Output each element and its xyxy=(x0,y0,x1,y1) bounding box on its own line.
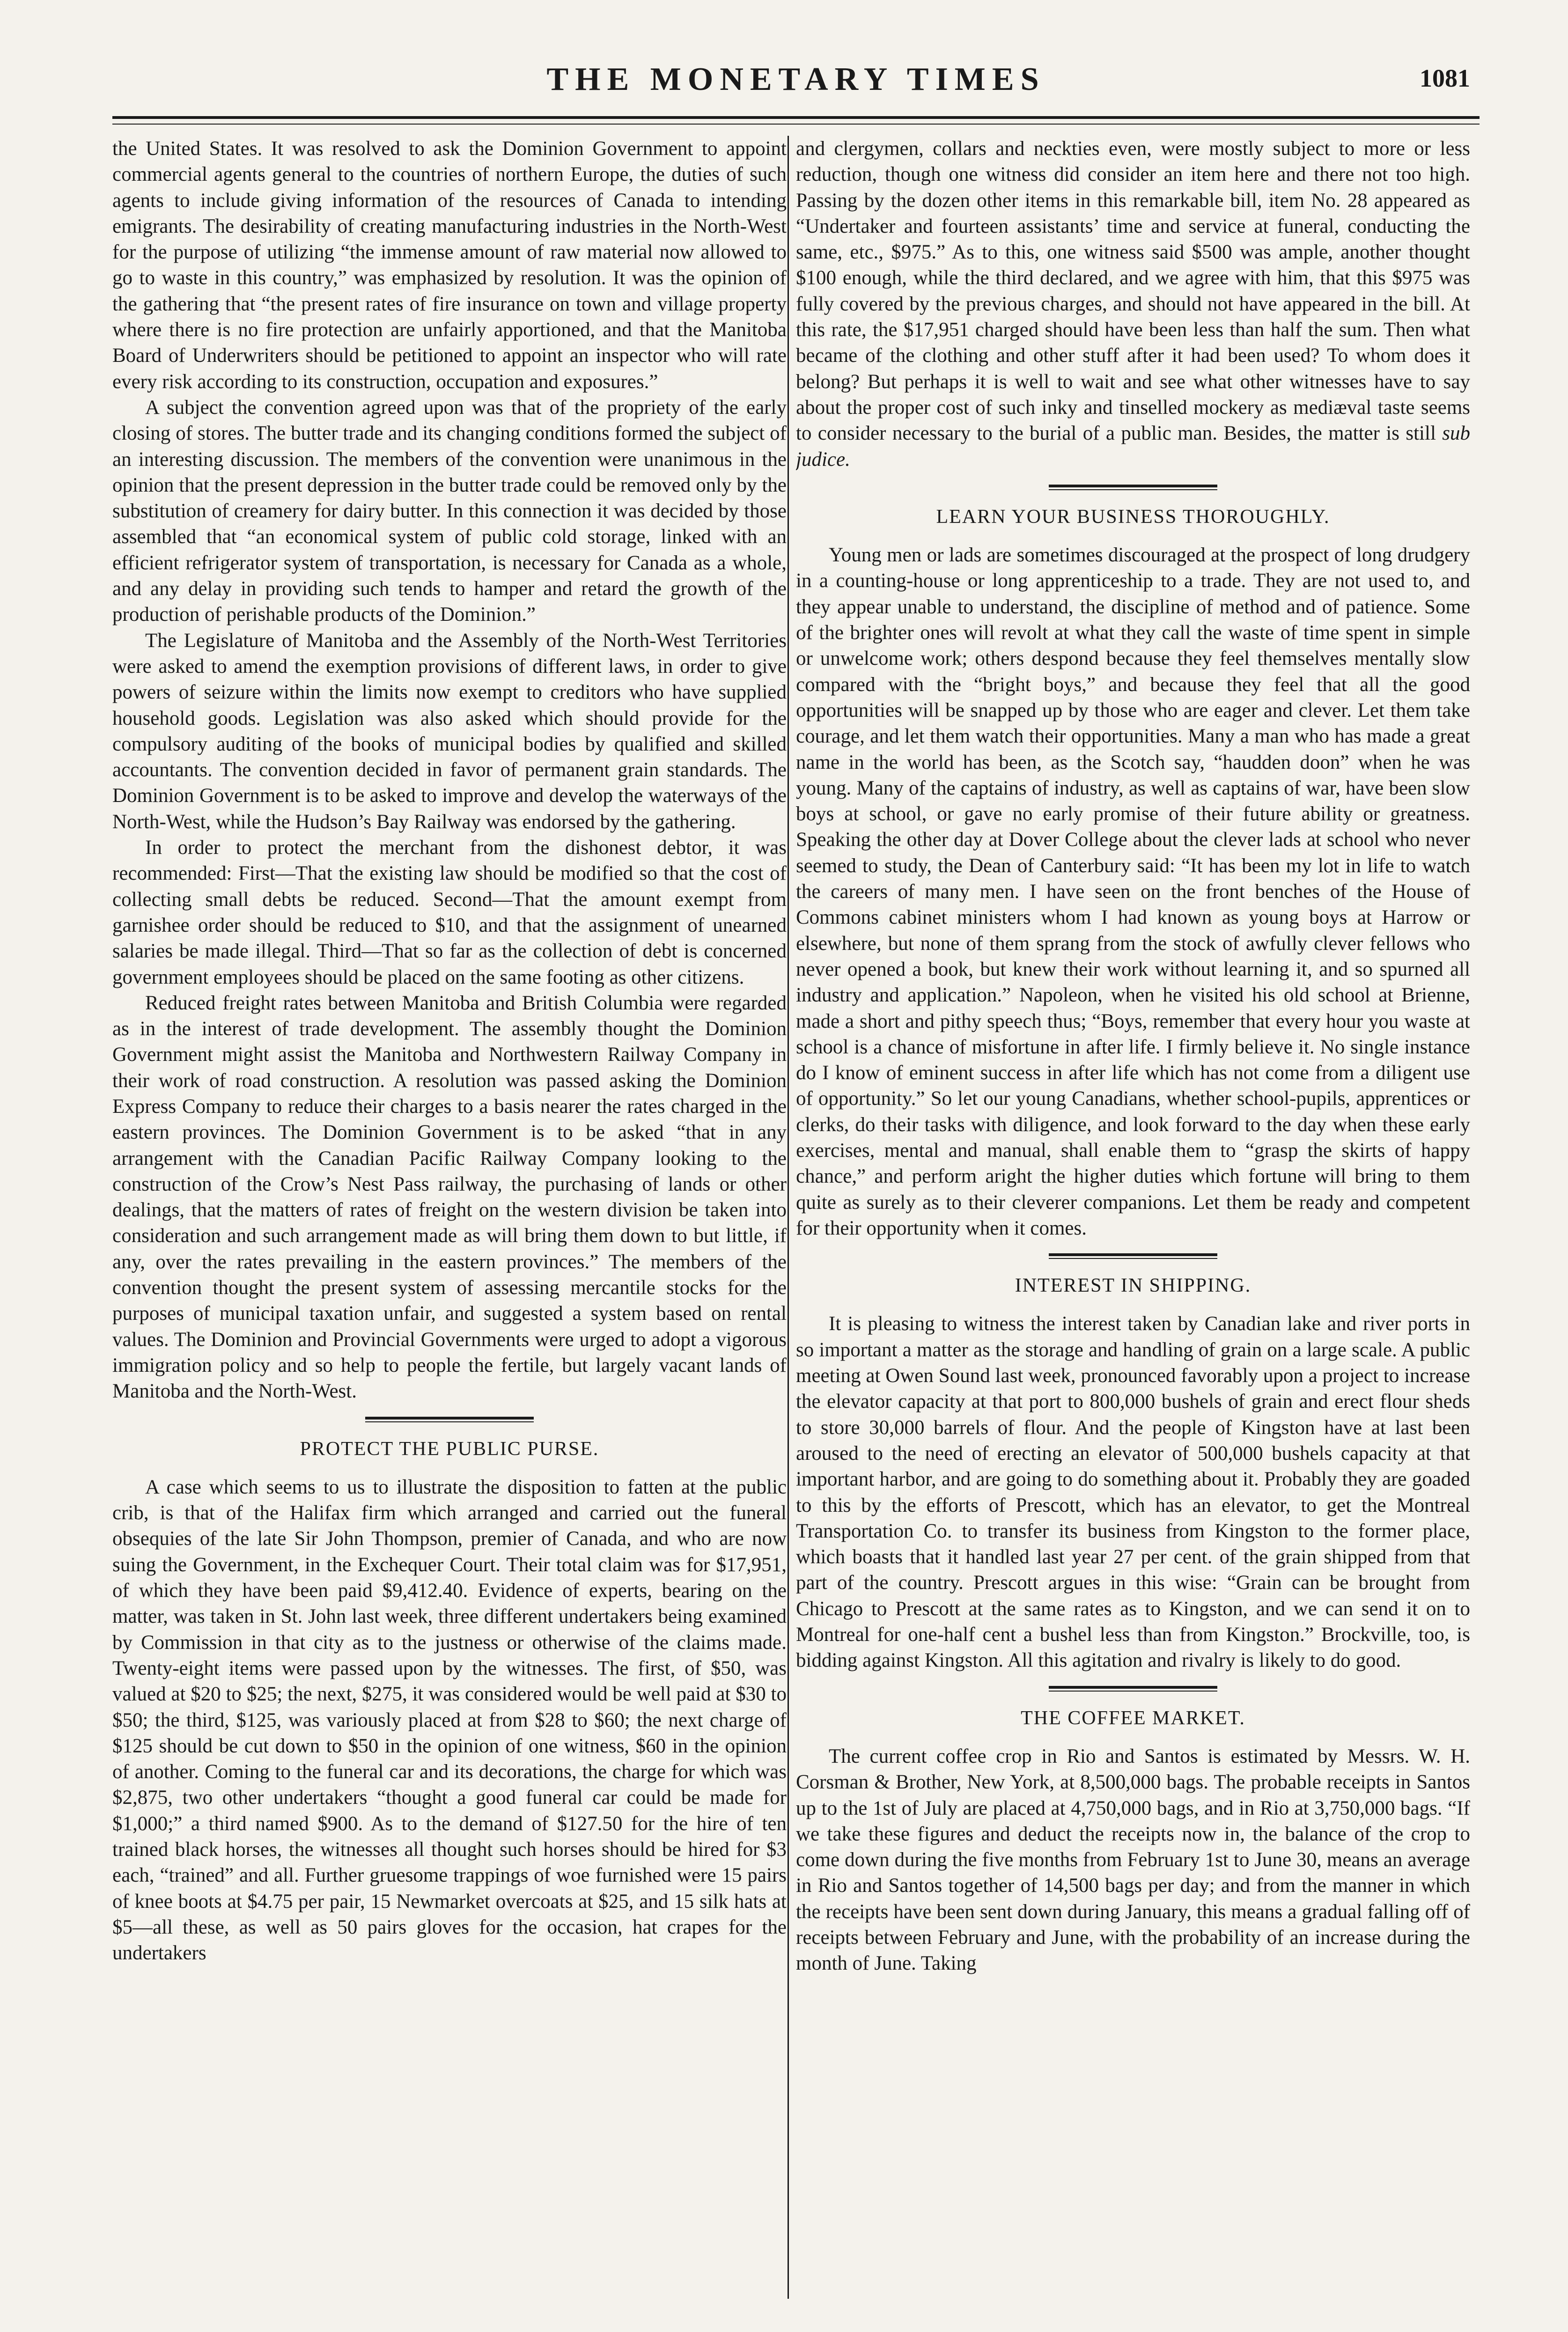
article-paragraph: Young men or lads are sometimes discouraged at the prospect of long drudgery in a counting-house or long apprenticeship to a trade. They are not used to, and they appear unable to understand, the discipline of method and of patience. Some of the brighter ones will revolt at what they call the waste of time spent in simple or unwelcome work; others despond because they feel themselves mentally slow compared with the “bright boys,” and because they feel that all the good opportunities will be snapped up by those who are eager and clever. Let them take courage, and let them watch their opportunities. Many a man who has made a great name in the world has been, as the Scotch say, “haudden doon” when he was young. Many of the captains of industry, as well as captains of war, have been slow boys at school, or gave no early promise of their future ability or greatness. Speaking the other day at Dover College about the clever lads at school who never seemed to study, the Dean of Canterbury said: “It has been my lot in life to watch the careers of many men. I have seen on the front benches of the House of Commons cabinet ministers whom I had known as young boys at Harrow or elsewhere, but none of them sprang from the stock of awfully clever fellows who never opened a book, but knew their work without learning it, and so spurned all industry and application.” Napoleon, when he visited his old school at Brienne, made a short and pithy speech thus; “Boys, remember that every hour you waste at school is a chance of misfortune in after life. I firmly believe it. No single instance do I know of eminent success in after life which has not come from a diligent use of opportunity.” So let our young Canadians, whether school-pupils, apprentices or clerks, do their tasks with diligence, and look forward to the day when these early exercises, mental and manual, shall enable them to “grasp the skirts of happy chance,” and perform aright the higher duties which fortune will bring to them quite as surely as to their cleverer companions. Let them be ready and competent for their opportunity when it comes. xyxy=(796,544,1470,1239)
article-paragraph: The current coffee crop in Rio and Santos is estimated by Messrs. W. H. Corsman & Brother, New York, at 8,500,000 bags. The probable receipts in Santos up to the 1st of July are placed at 4,750,000 bags, and in Rio at 3,750,000 bags. “If we take these figures and deduct the receipts now in, the balance of the crop to come down during the five months from February 1st to June 30, means an average in Rio and Santos together of 14,500 bags per day; and from the manner in which the receipts have been sent down during January, this means a gradual falling off of receipts between February and June, with the probability of an increase during the month of June. Taking xyxy=(796,1745,1470,1975)
masthead xyxy=(112,61,1480,117)
section-separator xyxy=(1049,1686,1217,1692)
section-heading-protect: PROTECT THE PUBLIC PURSE. xyxy=(300,1438,599,1460)
article-paragraph: A case which seems to us to illustrate the disposition to fatten at the public crib, is that of the Halifax firm which arranged and carried out the funeral obsequies of the late Sir John Thompson, premier of Canada, and who are now suing the Government, in the Exchequer Court. Their total claim was for $17,951, of which they have been paid $9,412.40. Evidence of experts, bearing on the matter, was taken in St. John last week, three different undertakers being examined by Commission in that city as to the justness or otherwise of the claims made. Twenty-eight items were passed upon by the witnesses. The first, of $50, was valued at $20 to $25; the next, $275, it was considered would be well paid at $30 to $50; the third, $125, was variously placed at from $28 to $60; the next charge of $125 should be cut down to $50 in the opinion of one witness, $60 in the opinion of another. Coming to the funeral car and its decorations, the charge for which was $2,875, two other undertakers “thought a good funeral car could be made for $1,000;” a third named $900. As to the demand of $127.50 for the hire of ten trained black horses, the witnesses all thought such horses should be hired for $3 each, “trained” and all. Further gruesome trappings of woe furnished were 15 pairs of knee boots at $4.75 per pair, 15 Newmarket overcoats at $25, and 15 silk hats at $5—all these, as well as 50 pairs gloves for the occasion, hat crapes for the undertakers xyxy=(112,1476,787,1964)
article-paragraph: Reduced freight rates between Manitoba and British Columbia were regarded as in the interest of trade development. The assembly thought the Dominion Government might assist the Manitoba and Northwestern Railway Company in their work of road construction. A resolution was passed asking the Dominion Express Company to reduce their charges to a basis nearer the rates charged in the eastern provinces. The Dominion Government is to be asked “that in any arrangement with the Canadian Pacific Railway Company looking to the construction of the Crow’s Nest Pass railway, the purchasing of lands or other dealings, that the matters of rates of freight on the western division be taken into consideration and such arrangement made as will bring them down to but little, if any, over the rates prevailing in the eastern provinces.” The members of the convention thought the present system of assessing mercantile stocks for the purposes of municipal taxation unfair, and suggested a system based on rental values. The Dominion and Provincial Governments were urged to adopt a vigorous immigration policy and so help to people the fertile, but largely vacant lands of Manitoba and the North-West. xyxy=(112,992,787,1403)
section-separator xyxy=(1049,1253,1217,1259)
article-paragraph: It is pleasing to witness the interest taken by Canadian lake and river ports in so important a matter as the storage and handling of grain on a large scale. A public meeting at Owen Sound last week, pronounced favorably upon a project to increase the elevator capacity at that port to 800,000 bushels of grain and erect flour sheds to store 30,000 barrels of flour. And the people of Kingston have at last been aroused to the need of erecting an elevator of 500,000 bushels capacity at that important harbor, and are going to do something about it. Probably they are goaded to this by the efforts of Prescott, which has an elevator, to get the Montreal Transportation Co. to transfer its business from Kingston to the former place, which boasts that it handled last year 27 per cent. of the grain shipped from that part of the country. Prescott argues in this wise: “Grain can be brought from Chicago to Prescott at the same rates as to Kingston, and we can send it on to Montreal for one-half cent a bushel less than from Kingston.” Brockville, too, is bidding against Kingston. All this agitation and rivalry is likely to do good. xyxy=(796,1313,1470,1672)
left-column xyxy=(112,136,787,2313)
section-heading-coffee: THE COFFEE MARKET. xyxy=(1021,1707,1245,1729)
article-paragraph: A subject the convention agreed upon was that of the propriety of the early closing of stores. The butter trade and its changing conditions formed the subject of an interesting discussion. The members of the convention were unanimous in the opinion that the present depression in the butter trade could be removed only by the substitution of creamery for dairy butter. In this connection it was decided by those assembled that “an economical system of public cold storage, linked with an efficient refrigerator system of transportation, is necessary for Canada as a whole, and any delay in providing such tends to hamper and retard the growth of the production of perishable products of the Dominion.” xyxy=(112,396,787,626)
page-number: 1081 xyxy=(1420,64,1470,92)
section-heading-shipping: INTEREST IN SHIPPING. xyxy=(1015,1275,1251,1297)
sub-judice: sub judice. xyxy=(796,422,1470,471)
publication-title: THE MONETARY TIMES xyxy=(546,61,1045,97)
article-paragraph: The Legislature of Manitoba and the Assembly of the North-West Territories were asked to amend the exemption provisions of different laws, in order to give powers of seizure within the limits now exempt to creditors who have supplied household goods. Legislation was also asked which should provide for the compulsory auditing of the books of municipal bodies by qualified and skilled accountants. The convention decided in favor of permanent grain standards. The Dominion Government is to be asked to improve and develop the waterways of the North-West, while the Hudson’s Bay Railway was endorsed by the gathering. xyxy=(112,629,787,833)
article-paragraph: In order to protect the merchant from the dishonest debtor, it was recommended: First—That the existing law should be modified so that the cost of collecting small debts be reduced. Second—That the amount exempt from garnishee order should be reduced to $10, and that the assignment of unearned salaries be made illegal. Third—That so far as the collection of debt is concerned government employees should be placed on the same footing as other citizens. xyxy=(112,837,787,988)
right-column xyxy=(796,136,1470,2313)
column-divider xyxy=(788,136,789,2299)
section-separator xyxy=(1049,485,1217,490)
section-separator xyxy=(365,1417,534,1422)
masthead-rule xyxy=(112,116,1480,119)
article-paragraph-continued xyxy=(796,136,1470,472)
continued-text: and clergymen, collars and neckties even, were mostly subject to more or less reduction, though one witness did consider an item here and there not too high. Passing by the dozen other items in this remarkable bill, item No. 28 appeared as “Undertaker and fourteen assistants’ time and service at funeral, conducting the same, etc., $975.” As to this, one witness said $500 was ample, another thought $100 enough, while the third declared, and we agree with him, that this $975 was fully covered by the previous charges, and should not have appeared in the bill. At this rate, the $17,951 charged should have been less than half the sum. Then what became of the clothing and other stuff after it had been used? To whom does it belong? But perhaps it is well to wait and see what other witnesses have to say about the proper cost of such inky and tinselled mockery as mediæval taste seems to consider necessary to the burial of a public man. Besides, the matter is still xyxy=(796,138,1470,445)
article-paragraph: the United States. It was resolved to ask the Dominion Government to appoint commercial agents general to the countries of northern Europe, the duties of such agents to include giving information of the resources of Canada to intending emigrants. The desirability of creating manufacturing industries in the North-West for the purpose of utilizing “the immense amount of raw material now allowed to go to waste in this country,” was emphasized by resolution. It was the opinion of the gathering that “the present rates of fire insurance on town and village property where there is no fire protection are unfairly apportioned, and that the Manitoba Board of Underwriters should be petitioned to appoint an inspector who will rate every risk according to its construction, occupation and exposures.” xyxy=(112,138,787,393)
masthead-rule-thin xyxy=(112,124,1480,125)
section-heading-learn: LEARN YOUR BUSINESS THOROUGHLY. xyxy=(936,506,1330,528)
